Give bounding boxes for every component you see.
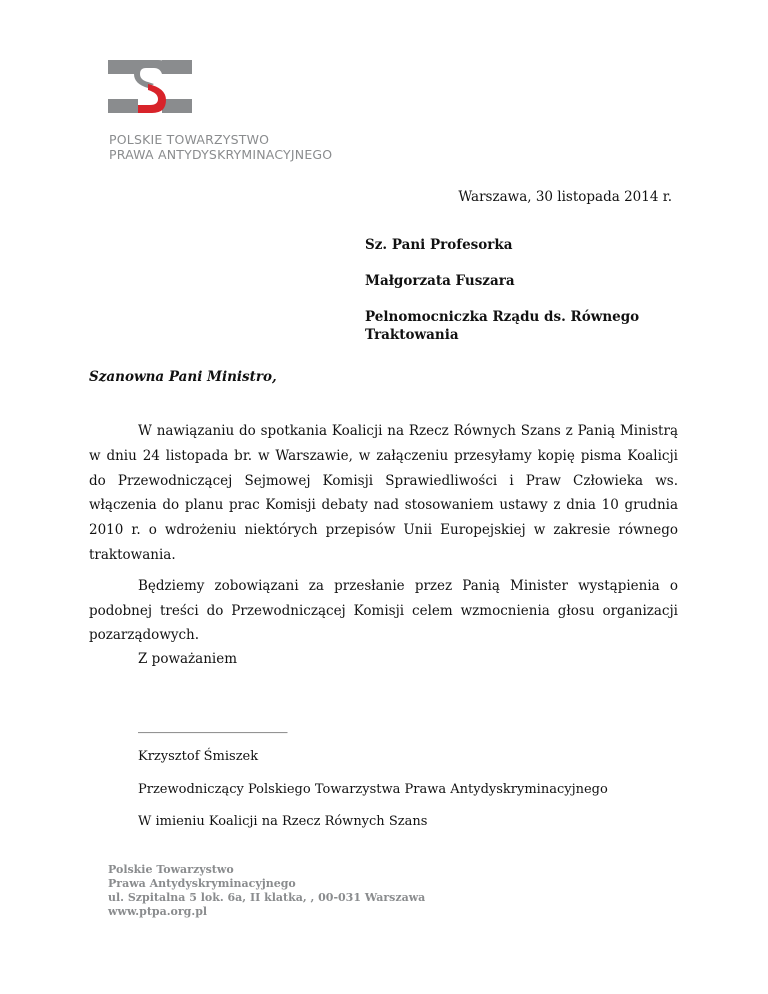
recipient-position: Pelnomocniczka Rządu ds. Równego Traktowania	[365, 309, 640, 343]
ptpa-logo-icon	[108, 58, 192, 114]
organization-logo	[108, 58, 358, 168]
body-paragraph: Będziemy zobowiązani za przesłanie przez Panią Minister wystąpienia o podobnej treści do Przewodniczącej Komisji celem wzmocnienia głosu organizacji pozarządowych.	[89, 577, 678, 644]
footer-org-line2: Prawa Antydyskryminacyjnego	[108, 877, 296, 890]
signatory-on-behalf: W imieniu Koalicji na Rzecz Równych Szans	[138, 814, 428, 829]
letter-footer	[108, 863, 425, 919]
recipient-title: Sz. Pani Profesorka	[365, 237, 513, 253]
salutation: Szanowna Pani Ministro,	[89, 369, 277, 385]
logo-text-line1: POLSKIE TOWARZYSTWO	[109, 132, 270, 147]
body-paragraph: W nawiązaniu do spotkania Koalicji na Rzecz Równych Szans z Panią Ministrą w dniu 24 listopada br. w Warszawie, w załączeniu przesyłamy kopię pisma Koalicji do Przewodniczącej Sejmowej Komisji Sprawiedliwości i Praw Człowieka ws. włączenia do planu prac Komisji debaty nad stosowaniem ustawy z dnia 10 grudnia 2010 r. o wdrożeniu niektórych przepisów Unii Europejskiej w zakresie równego traktowania.	[89, 423, 678, 563]
letter-body	[89, 419, 678, 654]
recipient-block	[365, 236, 685, 362]
logo-text-line2: PRAWA ANTYDYSKRYMINACYJNEGO	[109, 147, 333, 162]
signatory-role: Przewodniczący Polskiego Towarzystwa Prawa Antydyskryminacyjnego	[138, 781, 608, 797]
signatory-name: Krzysztof Śmiszek	[138, 749, 259, 764]
recipient-name: Małgorzata Fuszara	[365, 273, 515, 289]
footer-org-line1: Polskie Towarzystwo	[108, 863, 234, 876]
footer-website: www.ptpa.org.pl	[108, 905, 208, 918]
letter-date: Warszawa, 30 listopada 2014 r.	[458, 189, 672, 205]
closing: Z poważaniem	[138, 651, 238, 667]
signature-line: _______________________	[138, 719, 288, 734]
signature-block	[138, 748, 608, 846]
footer-address: ul. Szpitalna 5 lok. 6a, II klatka, , 00-031 Warszawa	[108, 891, 426, 904]
logo-text	[109, 132, 332, 162]
